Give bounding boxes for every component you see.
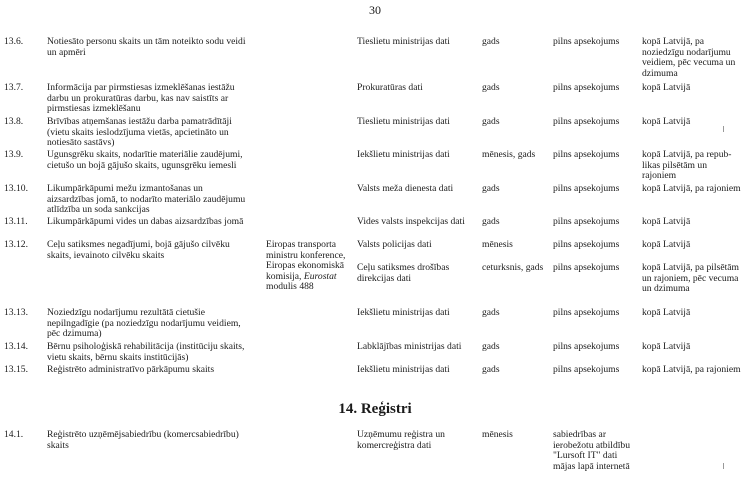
item-method: pilns apsekojums [553,183,620,194]
item-description: Likumpārkāpumi vides un dabas aizsardzības jomā [47,216,244,227]
item-number: 13.9. [4,149,24,160]
item-period: gads [482,183,500,194]
item-period: gads [482,341,500,352]
item-source: Prokuratūras dati [357,82,423,93]
item-number: 13.6. [4,36,24,47]
item-source: Valsts meža dienesta dati [357,183,454,194]
item-period: mēnesis, gads [482,149,536,160]
item-method: pilns apsekojums [553,36,620,47]
item-method: pilns apsekojums [553,341,620,352]
item-level: kopā Latvijā [642,239,691,250]
item-method: pilns apsekojums [553,262,620,273]
intl-module: modulis 488 [266,281,314,293]
item-source: Ceļu satiksmes drošības direkcijas dati [357,262,450,284]
item-method: pilns apsekojums [553,82,620,93]
item-level: kopā Latvijā [642,116,691,127]
item-number: 13.10. [4,183,28,194]
item-level: kopā Latvijā, pa noziedzīgu nodarījumu veidiem, pēc vecuma un dzimuma [642,36,736,79]
item-number: 13.12. [4,239,28,250]
section-title: 14. Reģistri [338,401,412,417]
item-source: Valsts policijas dati [357,239,432,250]
item-period: gads [482,82,500,93]
item-number: 13.11. [4,216,28,227]
item-level: kopā Latvijā [642,307,691,318]
item-description: Ugunsgrēku skaits, nodarītie materiālie zaudējumi, cietušo un bojā gājušo skaits, ugunsgrēku iemesli [47,149,243,171]
item-number: 13.7. [4,82,24,93]
item-description: Informācija par pirmstiesas izmeklēšanas iestāžu darbu un prokuratūras darbu, kas nav saistīts ar pirmstiesas izmeklēšanu [47,82,235,115]
item-level: kopā Latvijā, pa repub-likas pilsētām un rajoniem [642,149,732,182]
item-level: kopā Latvijā [642,82,691,93]
item-description: Likumpārkāpumi mežu izmantošanas un aizsardzības jomā, to nodarīto materiālo zaudējumu atlīdzība un soda sankcijas [47,183,246,216]
item-description: Brīvības atņemšanas iestāžu darba pamatrādītāji (vietu skaits ieslodzījuma vietās, apcietināto un notiesāto sastāvs) [47,116,232,149]
item-period: gads [482,116,500,127]
item-description: Ceļu satiksmes negadījumi, bojā gājušo cilvēku skaits, ievainoto cilvēku skaits [47,239,230,261]
item-period: mēnesis [482,239,513,250]
item-source: Uzņēmumu reģistra un komercreģistra dati [357,429,445,451]
item-source: Vides valsts inspekcijas dati [357,216,465,227]
item-method: sabiedrības ar ierobežotu atbildību "Lursoft IT" dati mājas lapā internetā [553,429,630,472]
item-source: Iekšlietu ministrijas dati [357,149,450,160]
item-level: kopā Latvijā, pa rajoniem [642,183,741,194]
item-level: kopā Latvijā, pa pilsētām un rajoniem, pēc vecuma un dzimuma [642,262,739,295]
page-number: 30 [369,3,381,17]
item-number: 13.14. [4,341,28,352]
item-source: Tieslietu ministrijas dati [357,116,450,127]
item-number: 13.15. [4,364,28,375]
item-period: gads [482,36,500,47]
item-period: gads [482,307,500,318]
item-source: Labklājības ministrijas dati [357,341,462,352]
item-level: kopā Latvijā, pa rajoniem [642,364,741,375]
item-method: pilns apsekojums [553,364,620,375]
item-number: 13.13. [4,307,28,318]
item-period: gads [482,216,500,227]
item-source: Tieslietu ministrijas dati [357,36,450,47]
item-description: Reģistrēto administratīvo pārkāpumu skaits [47,364,215,375]
item-source: Iekšlietu ministrijas dati [357,307,450,318]
item-method: pilns apsekojums [553,307,620,318]
intl-organisations: Eiropas transporta ministru konference, Eiropas ekonomiskā komisija, [266,239,346,282]
item-description: Reģistrēto uzņēmējsabiedrību (komercsabiedrību) skaits [47,429,239,451]
item-method: pilns apsekojums [553,116,620,127]
item-source: Iekšlietu ministrijas dati [357,364,450,375]
item-description: Notiesāto personu skaits un tām noteikto sodu veidi un apmēri [47,36,246,58]
item-method: pilns apsekojums [553,149,620,160]
item-international [266,240,354,293]
item-period: mēnesis [482,429,513,440]
item-number: 14.1. [4,429,24,440]
margin-mark [723,463,724,469]
item-method: pilns apsekojums [553,216,620,227]
item-method: pilns apsekojums [553,239,620,250]
eurostat-label: Eurostat [303,270,337,282]
item-period: gads [482,364,500,375]
item-number: 13.8. [4,116,24,127]
item-description: Bērnu psiholoģiskā rehabilitācija (institūciju skaits, vietu skaits, bērnu skaits institūcijās) [47,341,245,363]
item-level: kopā Latvijā [642,216,691,227]
margin-mark [723,126,724,132]
item-level: kopā Latvijā [642,341,691,352]
item-period: ceturksnis, gads [482,262,544,273]
item-description: Noziedzīgu nodarījumu rezultātā cietušie nepilngadīgie (pa noziedzīgu nodarījumu veidiem, pēc dzimuma) [47,307,241,340]
